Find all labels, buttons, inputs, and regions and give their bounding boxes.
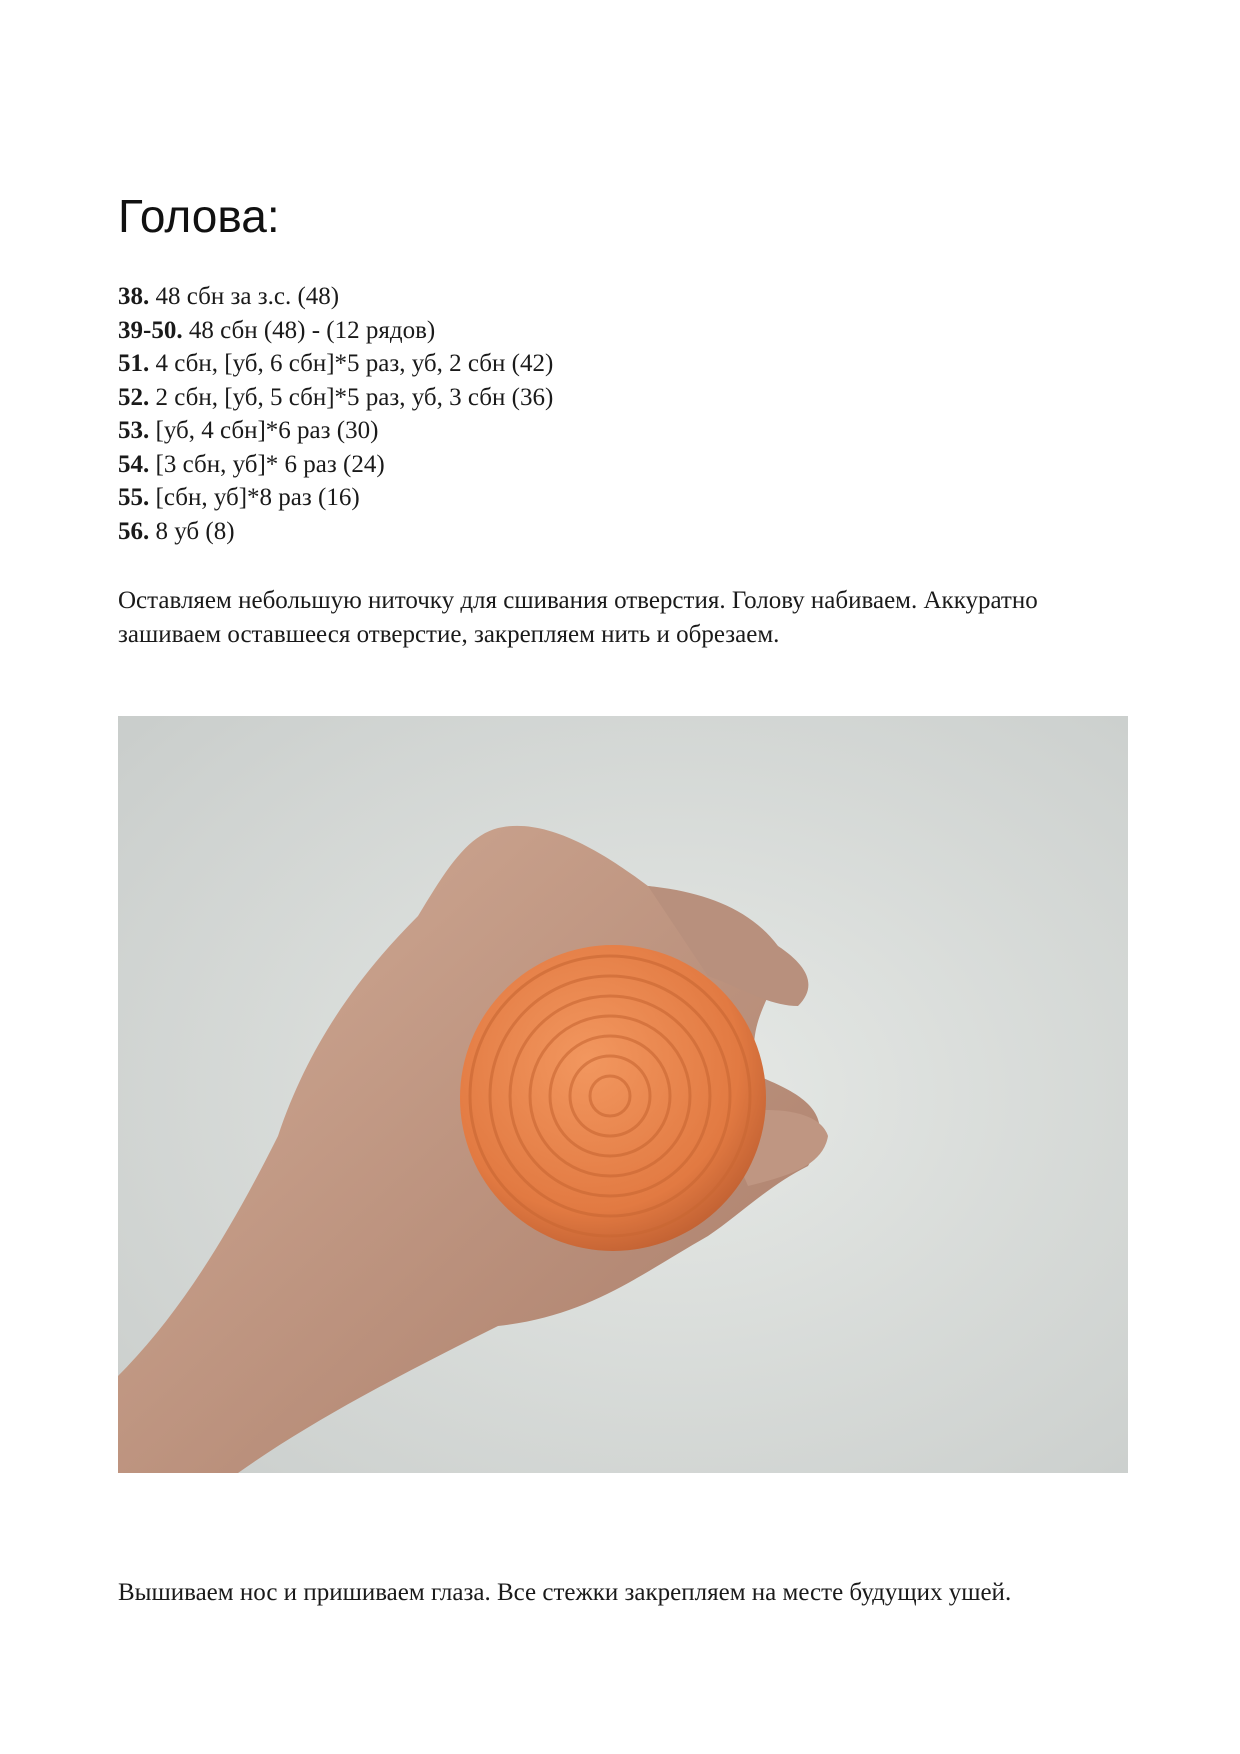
row-number: 52. [118,383,150,411]
pattern-row [118,414,553,448]
pattern-row [118,314,553,348]
pattern-row [118,481,553,515]
row-number: 38. [118,283,150,310]
page-title: Голова: [118,190,280,242]
instruction-paragraph: Вышиваем нос и пришиваем глаза. Все стежки закрепляем на месте будущих ушей. [118,1579,1012,1606]
row-instruction: 2 сбн, [уб, 5 сбн]*5 раз, уб, 3 сбн (36) [149,383,554,411]
row-number: 55. [118,484,150,511]
pattern-row [118,381,553,415]
row-instruction: 4 сбн, [уб, 6 сбн]*5 раз, уб, 2 сбн (42) [149,350,554,377]
pattern-row [118,347,553,381]
pattern-row [118,515,553,549]
row-number: 51. [118,350,150,377]
pattern-row [118,280,553,314]
row-instruction: 8 уб (8) [149,517,235,545]
row-number: 53. [118,417,150,444]
row-number: 39-50. [118,316,183,344]
row-instruction: [сбн, уб]*8 раз (16) [149,484,360,511]
pattern-row [118,448,553,482]
row-instruction: [3 сбн, уб]* 6 раз (24) [149,450,385,478]
row-instruction: 48 сбн за з.с. (48) [149,283,340,310]
pattern-rows [118,280,553,548]
row-instruction: 48 сбн (48) - (12 рядов) [182,316,436,344]
photo-crochet-head [118,716,1128,1473]
row-instruction: [уб, 4 сбн]*6 раз (30) [149,417,379,444]
instruction-paragraph: Оставляем небольшую ниточку для сшивания отверстия. Голову набиваем. Аккуратно зашиваем оставшееся отверстие, закрепляем нить и обрезаем. [118,587,1038,648]
row-number: 56. [118,517,150,545]
crochet-ball [460,945,766,1251]
row-number: 54. [118,450,150,478]
